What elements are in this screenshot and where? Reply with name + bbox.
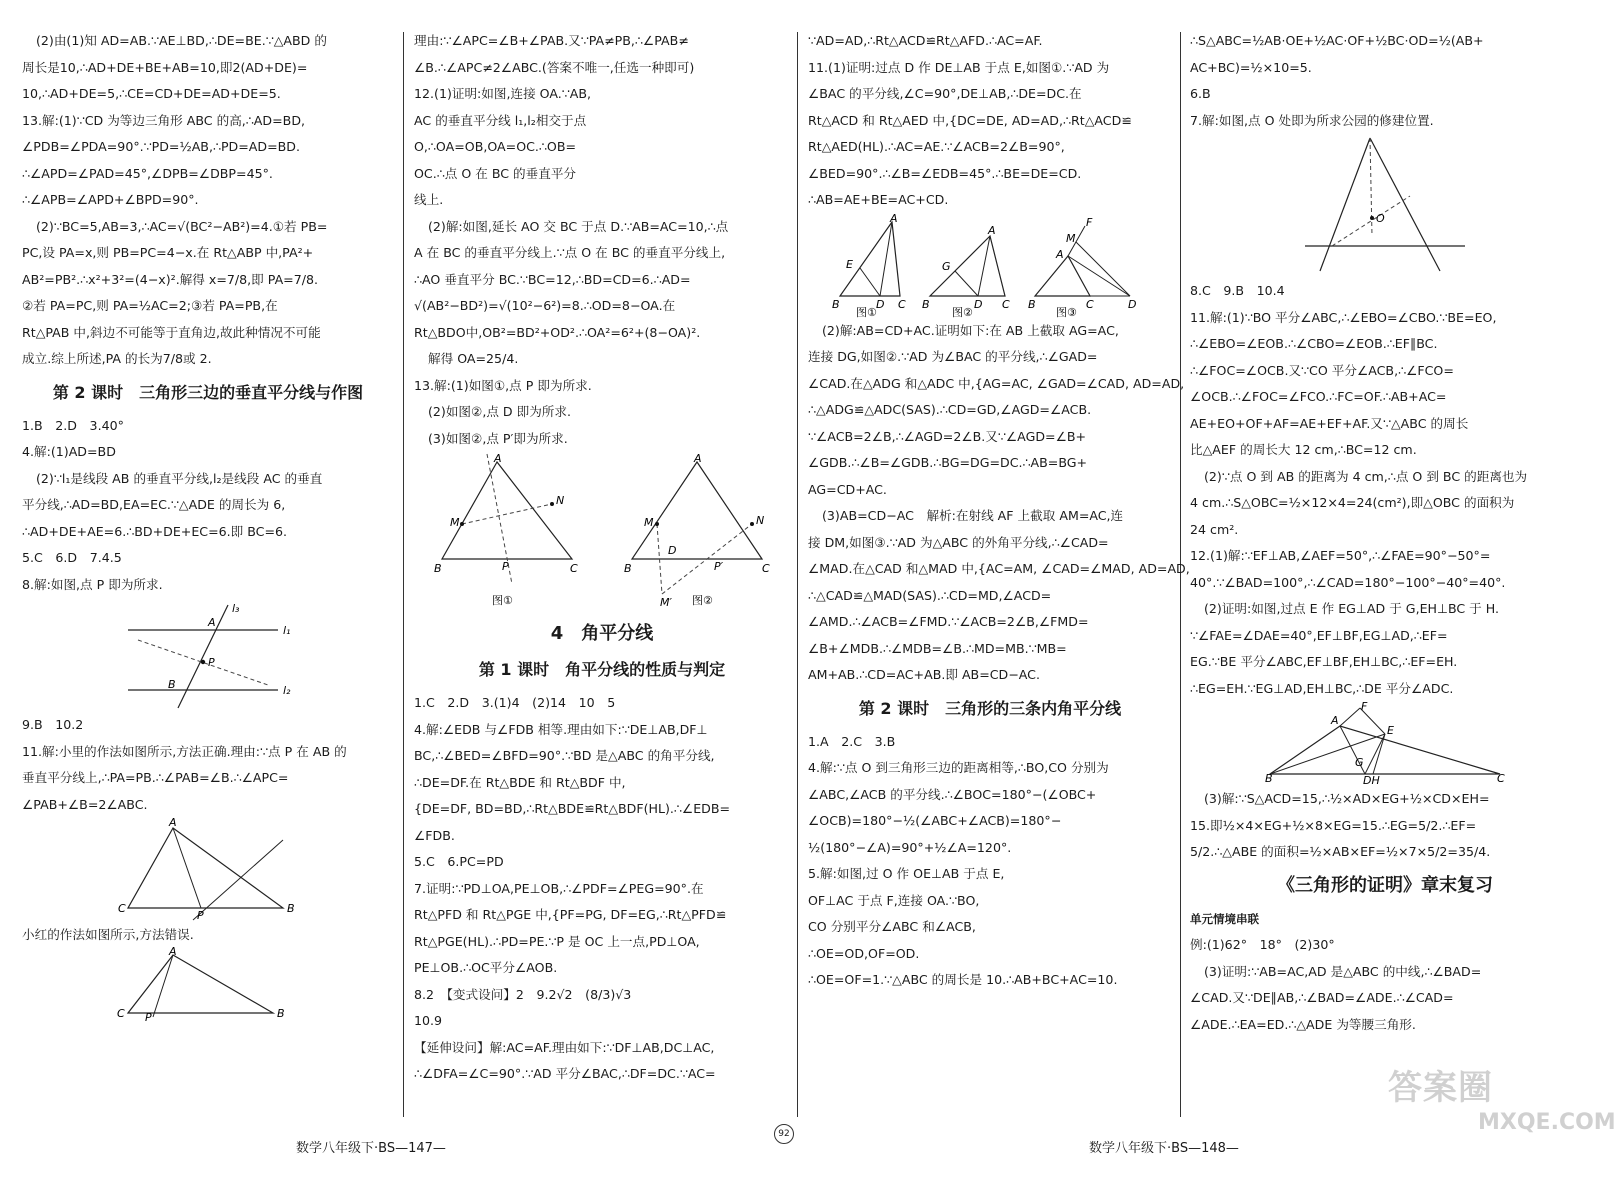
text-line: 接 DM,如图③.∵AD 为△ABC 的外角平分线,∴∠CAD= — [808, 534, 1109, 550]
col4-block-c — [1190, 786, 1580, 866]
text-line: ∴∠APB=∠APD+∠BPD=90°. — [22, 192, 199, 207]
text-line: 11.解:(1)∵BO 平分∠ABC,∴∠EBO=∠CBO.∵BE=EO, — [1190, 309, 1497, 325]
text-line: 4.解:∵点 O 到三角形三边的距离相等,∴BO,CO 分别为 — [808, 760, 1109, 775]
column-2 — [414, 28, 790, 1088]
svg-text:P: P — [502, 560, 509, 573]
svg-text:P: P — [145, 1010, 152, 1024]
svg-text:M′: M′ — [660, 596, 672, 609]
text-line: 周长是10,∴AD+DE+BE+AB=10,即2(AD+DE)= — [22, 59, 308, 75]
svg-text:A: A — [694, 452, 702, 465]
svg-text:B: B — [277, 1006, 285, 1020]
text-line: 10.9 — [414, 1013, 443, 1028]
text-line: 12.(1)解:∵EF⊥AB,∠AEF=50°,∴∠FAE=90°−50°= — [1190, 548, 1491, 563]
text-line: 4.解:∠EDB 与∠FDB 相等.理由如下:∵DE⊥AB,DF⊥ — [414, 721, 708, 737]
subsection-title: 单元情境串联 — [1190, 911, 1259, 926]
col1-block-a — [22, 28, 394, 373]
text-line: 24 cm². — [1190, 521, 1239, 537]
text-line: ∠BED=90°.∴∠B=∠EDB=45°.∴BE=DE=CD. — [808, 165, 1082, 181]
fig-caption-1: 图① — [856, 305, 877, 319]
fig-caption-2: 图② — [692, 594, 713, 607]
text-line: ∴△CAD≌△MAD(SAS).∴CD=MD,∠ACD= — [808, 587, 1052, 603]
text-line: 1.A 2.C 3.B — [808, 733, 896, 749]
text-line: ∴∠FOC=∠OCB.又∵CO 平分∠ACB,∴∠FCO= — [1190, 362, 1454, 378]
text-line: Rt△PFD 和 Rt△PGE 中,{PF=PG, DF=EG,∴Rt△PFD≌ — [414, 907, 727, 922]
svg-text:E: E — [1387, 724, 1394, 737]
text-line: ∠OCB.∴∠FOC=∠FCO.∴FC=OF.∴AB+AC= — [1190, 389, 1447, 404]
text-line: 7.解:如图,点 O 处即为所求公园的修建位置. — [1190, 112, 1434, 128]
text-line: O,∴OA=OB,OA=OC.∴OB= — [414, 139, 577, 154]
text-line: ∵AD=AD,∴Rt△ACD≌Rt△AFD.∴AC=AF. — [808, 33, 1043, 48]
text-line: (3)解:∵S△ACD=15,∴½×AD×EG+½×CD×EH= — [1204, 791, 1490, 806]
svg-text:C: C — [898, 297, 906, 311]
text-line: Rt△AED(HL).∴AC=AE.∵∠ACB=2∠B=90°, — [808, 139, 1065, 154]
text-line: ∴EG=EH.∵EG⊥AD,EH⊥BC,∴DE 平分∠ADC. — [1190, 680, 1454, 696]
page-number-mark: 92 — [774, 1124, 794, 1144]
text-line: 1.B 2.D 3.40° — [22, 417, 124, 433]
footer-right-page: 数学八年级下·BS—148— — [1089, 1141, 1239, 1156]
text-line: CO 分别平分∠ABC 和∠ACB, — [808, 919, 976, 934]
svg-text:DH: DH — [1363, 774, 1380, 787]
figure-triangle-perp-bisector — [113, 816, 303, 922]
svg-text:C: C — [762, 562, 770, 575]
text-line: ∠BAC 的平分线,∠C=90°,DE⊥AB,∴DE=DC.在 — [808, 86, 1082, 101]
column-4 — [1190, 28, 1580, 1038]
svg-text:B: B — [832, 297, 840, 311]
text-line: 5.解:如图,过 O 作 OE⊥AB 于点 E, — [808, 866, 1005, 881]
text-line: ∴S△ABC=½AB·OE+½AC·OF+½BC·OD=½(AB+ — [1190, 33, 1484, 48]
text-line: AM+AB.∴CD=AC+AB.即 AB=CD−AC. — [808, 667, 1040, 682]
text-line: ∠GDB.∴∠B=∠GDB.∴BG=DG=DC.∴AB=BG+ — [808, 455, 1088, 470]
text-line: 例:(1)62° 18° (2)30° — [1190, 937, 1335, 952]
figure-11-three-cases — [830, 211, 1150, 319]
text-line: 15.即½×4×EG+½×8×EG=15.∴EG=5/2.∴EF= — [1190, 817, 1477, 833]
text-line: 连接 DG,如图②.∵AD 为∠BAC 的平分线,∴∠GAD= — [808, 349, 1098, 364]
text-line: ½(180°−∠A)=90°+½∠A=120°. — [808, 839, 1012, 855]
text-line: (2)如图②,点 D 即为所求. — [428, 404, 571, 419]
text-line: 解得 OA=25/4. — [428, 351, 519, 366]
text-line: Rt△BDO中,OB²=BD²+OD².∴OA²=6²+(8−OA)². — [414, 324, 701, 340]
text-line: PE⊥OB.∴OC平分∠AOB. — [414, 960, 558, 975]
text-line: ∠MAD.在△CAD 和△MAD 中,{AC=AM, ∠CAD=∠MAD, AD=AD, — [808, 561, 1190, 576]
fig-caption-2: 图② — [952, 305, 973, 319]
text-line: 4 cm.∴S△OBC=½×12×4=24(cm²),即△OBC 的面积为 — [1190, 495, 1515, 510]
text-line: 13.解:(1)∵CD 为等边三角形 ABC 的高,∴AD=BD, — [22, 112, 306, 128]
text-line: EG.∵BE 平分∠ABC,EF⊥BF,EH⊥BC,∴EF=EH. — [1190, 654, 1458, 669]
column-rule-2 — [797, 32, 798, 1117]
svg-text:A: A — [988, 223, 996, 237]
svg-text:B: B — [624, 562, 632, 575]
svg-text:l₂: l₂ — [283, 684, 291, 697]
svg-text:C: C — [1497, 772, 1505, 785]
text-line: Rt△PAB 中,斜边不可能等于直角边,故此种情况不可能 — [22, 324, 321, 340]
text-line: {DE=DF, BD=BD,∴Rt△BDE≌Rt△BDF(HL).∴∠EDB= — [414, 801, 731, 816]
watermark-logo: 答案圈 — [1388, 1068, 1493, 1108]
text-line: ∠ABC,∠ACB 的平分线.∴∠BOC=180°−(∠OBC+ — [808, 786, 1097, 802]
svg-text:E: E — [846, 257, 853, 271]
text-line: 12.(1)证明:如图,连接 OA.∵AB, — [414, 86, 592, 101]
text-line: 40°.∵∠BAD=100°,∴∠CAD=180°−100°−40°=40°. — [1190, 574, 1506, 590]
svg-text:M: M — [450, 516, 460, 529]
svg-text:F: F — [1086, 215, 1093, 229]
svg-text:l₁: l₁ — [283, 624, 291, 637]
text-line: ∠OCB)=180°−½(∠ABC+∠ACB)=180°− — [808, 813, 1062, 828]
text-line: ∴∠DFA=∠C=90°.∵AD 平分∠BAC,∴DF=DC.∵AC= — [414, 1066, 716, 1081]
section-title: 第 2 课时 三角形的三条内角平分线 — [858, 698, 1122, 718]
text-line: 9.B 10.2 — [22, 717, 84, 732]
svg-text:F: F — [1361, 700, 1368, 713]
watermark-url: MXQE.COM — [1478, 1110, 1616, 1135]
svg-text:D: D — [974, 297, 983, 311]
svg-text:A: A — [1331, 714, 1339, 727]
text-line: (2)∵BC=5,AB=3,∴AC=√(BC²−AB²)=4.①若 PB= — [36, 218, 328, 234]
col3-block-c — [808, 729, 1172, 994]
col3-block-b — [808, 318, 1190, 689]
text-line: ②若 PA=PC,则 PA=½AC=2;③若 PA=PB,在 — [22, 298, 278, 313]
text-line: 8.C 9.B 10.4 — [1190, 283, 1285, 298]
text-line: (2)解:AB=CD+AC.证明如下:在 AB 上截取 AG=AC, — [822, 322, 1119, 338]
svg-text:D: D — [668, 544, 677, 557]
text-line: 1.C 2.D 3.(1)4 (2)14 10 5 — [414, 695, 616, 710]
text-line: ∠B+∠MDB.∴∠MDB=∠B.∴MD=MB.∵MB= — [808, 640, 1067, 656]
text-line: 11.解:小里的作法如图所示,方法正确.理由:∵点 P 在 AB 的 — [22, 743, 347, 759]
text-line: 理由:∵∠APC=∠B+∠PAB.又∵PA≠PB,∴∠PAB≠ — [414, 33, 689, 48]
svg-text:A: A — [169, 944, 177, 958]
text-line: Rt△ACD 和 Rt△AED 中,{DC=DE, AD=AD,∴Rt△ACD≌ — [808, 112, 1132, 128]
text-line: 平分线,∴AD=BD,EA=EC.∵△ADE 的周长为 6, — [22, 497, 286, 512]
text-line: ∠PDB=∠PDA=90°.∵PD=½AB,∴PD=AD=BD. — [22, 139, 301, 154]
text-line: ∵∠ACB=2∠B,∴∠AGD=2∠B.又∵∠AGD=∠B+ — [808, 428, 1087, 444]
text-line: (2)由(1)知 AD=AB.∵AE⊥BD,∴DE=BE.∵△ABD 的 — [36, 33, 327, 48]
svg-text:P′: P′ — [714, 560, 724, 573]
text-line: (2)∵l₁是线段 AB 的垂直平分线,l₂是线段 AC 的垂直 — [36, 470, 323, 486]
svg-text:M: M — [644, 516, 654, 529]
svg-text:D: D — [876, 297, 885, 311]
text-line: A 在 BC 的垂直平分线上.∵点 O 在 BC 的垂直平分线上, — [414, 245, 726, 260]
text-line: 成立.综上所述,PA 的长为7/8或 2. — [22, 351, 212, 366]
text-line: 10,∴AD+DE=5,∴CE=CD+DE=AD+DE=5. — [22, 86, 281, 101]
column-3 — [808, 28, 1190, 994]
footer-left-page: 数学八年级下·BS—147— — [296, 1141, 446, 1156]
section-title: 4 角平分线 — [550, 623, 654, 644]
svg-text:C: C — [118, 902, 126, 915]
text-line: AB²=PB².∴x²+3²=(4−x)².解得 x=7/8,即 PA=7/8. — [22, 271, 319, 287]
text-line: AG=CD+AC. — [808, 481, 887, 497]
text-line: 8.2 【变式设问】2 9.2√2 (8/3)√3 — [414, 986, 632, 1002]
text-line: ∠AMD.∴∠ACB=∠FMD.∵∠ACB=2∠B,∠FMD= — [808, 614, 1089, 629]
svg-text:B: B — [922, 297, 930, 311]
column-1 — [22, 28, 394, 1023]
svg-text:G: G — [1355, 756, 1364, 769]
text-line: 8.解:如图,点 P 即为所求. — [22, 576, 163, 592]
col4-block-b — [1190, 278, 1580, 702]
text-line: 6.B — [1190, 86, 1211, 101]
svg-text:A: A — [169, 816, 177, 829]
text-line: ∴∠APD=∠PAD=45°,∠DPB=∠DBP=45°. — [22, 165, 273, 181]
svg-text:M: M — [1066, 231, 1076, 245]
svg-text:B: B — [1265, 772, 1273, 785]
text-line: ∠CAD.又∵DE∥AB,∴∠BAD=∠ADE.∴∠CAD= — [1190, 990, 1454, 1005]
text-line: ∴AD+DE+AE=6.∴BD+DE+EC=6.即 BC=6. — [22, 523, 288, 539]
subsection-title: 第 1 课时 角平分线的性质与判定 — [478, 660, 726, 679]
svg-text:B: B — [168, 678, 176, 691]
text-line: ∴AO 垂直平分 BC.∵BC=12,∴BD=CD=6.∴AD= — [414, 271, 691, 287]
text-line: 11.(1)证明:过点 D 作 DE⊥AB 于点 E,如图①.∵AD 为 — [808, 59, 1110, 75]
text-line: AE+EO+OF+AF=AE+EF+AF.又∵△ABC 的周长 — [1190, 415, 1469, 431]
figure-7-park-location — [1300, 136, 1470, 276]
svg-text:A: A — [208, 616, 216, 629]
col2-block-a — [414, 28, 790, 452]
text-line: AC 的垂直平分线 l₁,l₂相交于点 — [414, 112, 587, 128]
text-line: (3)如图②,点 P′即为所求. — [428, 430, 568, 446]
text-line: 比△AEF 的周长大 12 cm,∴BC=12 cm. — [1190, 442, 1417, 457]
svg-text:G: G — [942, 259, 951, 273]
text-line: BC,∴∠BED=∠BFD=90°.∵BD 是△ABC 的角平分线, — [414, 748, 715, 763]
text-line: PC,设 PA=x,则 PB=PC=4−x.在 Rt△ABP 中,PA²+ — [22, 245, 314, 260]
text-line: 7.证明:∵PD⊥OA,PE⊥OB,∴∠PDF=∠PEG=90°.在 — [414, 880, 704, 896]
text-line: ∠ADE.∴EA=ED.∴△ADE 为等腰三角形. — [1190, 1016, 1416, 1032]
svg-text:B: B — [1028, 297, 1036, 311]
figure-parallel-lines — [108, 600, 308, 710]
text-line: AC+BC)=½×10=5. — [1190, 59, 1312, 75]
text-line: ∠CAD.在△ADG 和△ADC 中,{AG=AC, ∠GAD=∠CAD, AD=AD, — [808, 375, 1185, 391]
text-line: 5.C 6.D 7.4.5 — [22, 550, 122, 565]
svg-text:B: B — [434, 562, 442, 575]
section-title: 第 2 课时 三角形三边的垂直平分线与作图 — [52, 382, 364, 402]
svg-text:P: P — [197, 909, 204, 922]
col4-block-d — [1190, 932, 1580, 1038]
text-line: ∴OE=OD,OF=OD. — [808, 945, 920, 961]
text-line: ∴OE=OF=1.∵△ABC 的周长是 10.∴AB+BC+AC=10. — [808, 972, 1118, 987]
col2-block-b — [414, 690, 790, 1088]
text-line: OF⊥AC 于点 F,连接 OA.∵BO, — [808, 892, 980, 908]
text-line: 5.C 6.PC=PD — [414, 854, 504, 869]
text-line: 小红的作法如图所示,方法错误. — [22, 927, 194, 942]
text-line: (2)∵点 O 到 AB 的距离为 4 cm,∴点 O 到 BC 的距离也为 — [1204, 468, 1528, 484]
col1-block-b — [22, 413, 394, 599]
fig-caption-1: 图① — [492, 594, 513, 607]
text-line: (2)证明:如图,过点 E 作 EG⊥AD 于 G,EH⊥BC 于 H. — [1204, 601, 1500, 616]
svg-text:l₃: l₃ — [232, 602, 240, 615]
svg-text:A: A — [890, 211, 898, 225]
text-line: (3)证明:∵AB=AC,AD 是△ABC 的中线,∴∠BAD= — [1204, 963, 1482, 979]
svg-text:N: N — [756, 514, 765, 527]
svg-text:D: D — [1128, 297, 1137, 311]
svg-text:C: C — [1002, 297, 1010, 311]
figure-triangle-wrong-method — [113, 944, 303, 1024]
text-line: (2)解:如图,延长 AO 交 BC 于点 D.∵AB=AC=10,∴点 — [428, 218, 729, 234]
svg-text:B: B — [287, 902, 295, 915]
text-line: ∴△ADG≌△ADC(SAS).∴CD=GD,∠AGD=∠ACB. — [808, 402, 1092, 417]
section-title: 《三角形的证明》章末复习 — [1277, 874, 1493, 896]
figure-12-triangle — [1265, 700, 1505, 787]
col3-block-a — [808, 28, 1172, 214]
text-line: (3)AB=CD−AC 解析:在射线 AF 上截取 AM=AC,连 — [822, 508, 1124, 523]
svg-text:C: C — [570, 562, 578, 575]
figure-13-constructions — [432, 454, 772, 614]
text-line: 4.解:(1)AD=BD — [22, 444, 116, 459]
text-line: 5/2.∴△ABE 的面积=½×AB×EF=½×7×5/2=35/4. — [1190, 844, 1491, 859]
text-line: ∠FDB. — [414, 827, 455, 843]
fig-caption-3: 图③ — [1056, 305, 1077, 319]
svg-text:A: A — [1056, 247, 1064, 261]
text-line: ∴AB=AE+BE=AC+CD. — [808, 192, 949, 207]
text-line: ∴∠EBO=∠EOB.∴∠CBO=∠EOB.∴EF∥BC. — [1190, 336, 1438, 351]
col1-block-c — [22, 712, 394, 818]
text-line: 【延伸设问】解:AC=AF.理由如下:∵DF⊥AB,DC⊥AC, — [414, 1039, 715, 1055]
text-line: Rt△PGE(HL).∴PD=PE.∵P 是 OC 上一点,PD⊥OA, — [414, 933, 700, 949]
text-line: 垂直平分线上,∴PA=PB.∴∠PAB=∠B.∴∠APC= — [22, 770, 289, 785]
text-line: 13.解:(1)如图①,点 P 即为所求. — [414, 377, 592, 393]
column-rule-1 — [403, 32, 404, 1117]
svg-text:N: N — [556, 494, 565, 507]
svg-text:C: C — [1086, 297, 1094, 311]
text-line: ∠PAB+∠B=2∠ABC. — [22, 796, 148, 812]
text-line: 线上. — [414, 192, 444, 207]
col4-block-a — [1190, 28, 1580, 134]
svg-text:C: C — [117, 1006, 125, 1020]
text-line: ∠B.∴∠APC≠2∠ABC.(答案不唯一,任选一种即可) — [414, 59, 695, 75]
svg-text:O: O — [1376, 212, 1385, 225]
svg-text:A: A — [494, 452, 502, 465]
text-line: ∴DE=DF.在 Rt△BDE 和 Rt△BDF 中, — [414, 774, 626, 790]
text-line: √(AB²−BD²)=√(10²−6²)=8.∴OD=8−OA.在 — [414, 298, 676, 313]
text-line: ∵∠FAE=∠DAE=40°,EF⊥BF,EG⊥AD,∴EF= — [1190, 627, 1448, 643]
svg-text:P: P — [208, 656, 215, 669]
text-line: OC.∴点 O 在 BC 的垂直平分 — [414, 165, 577, 181]
